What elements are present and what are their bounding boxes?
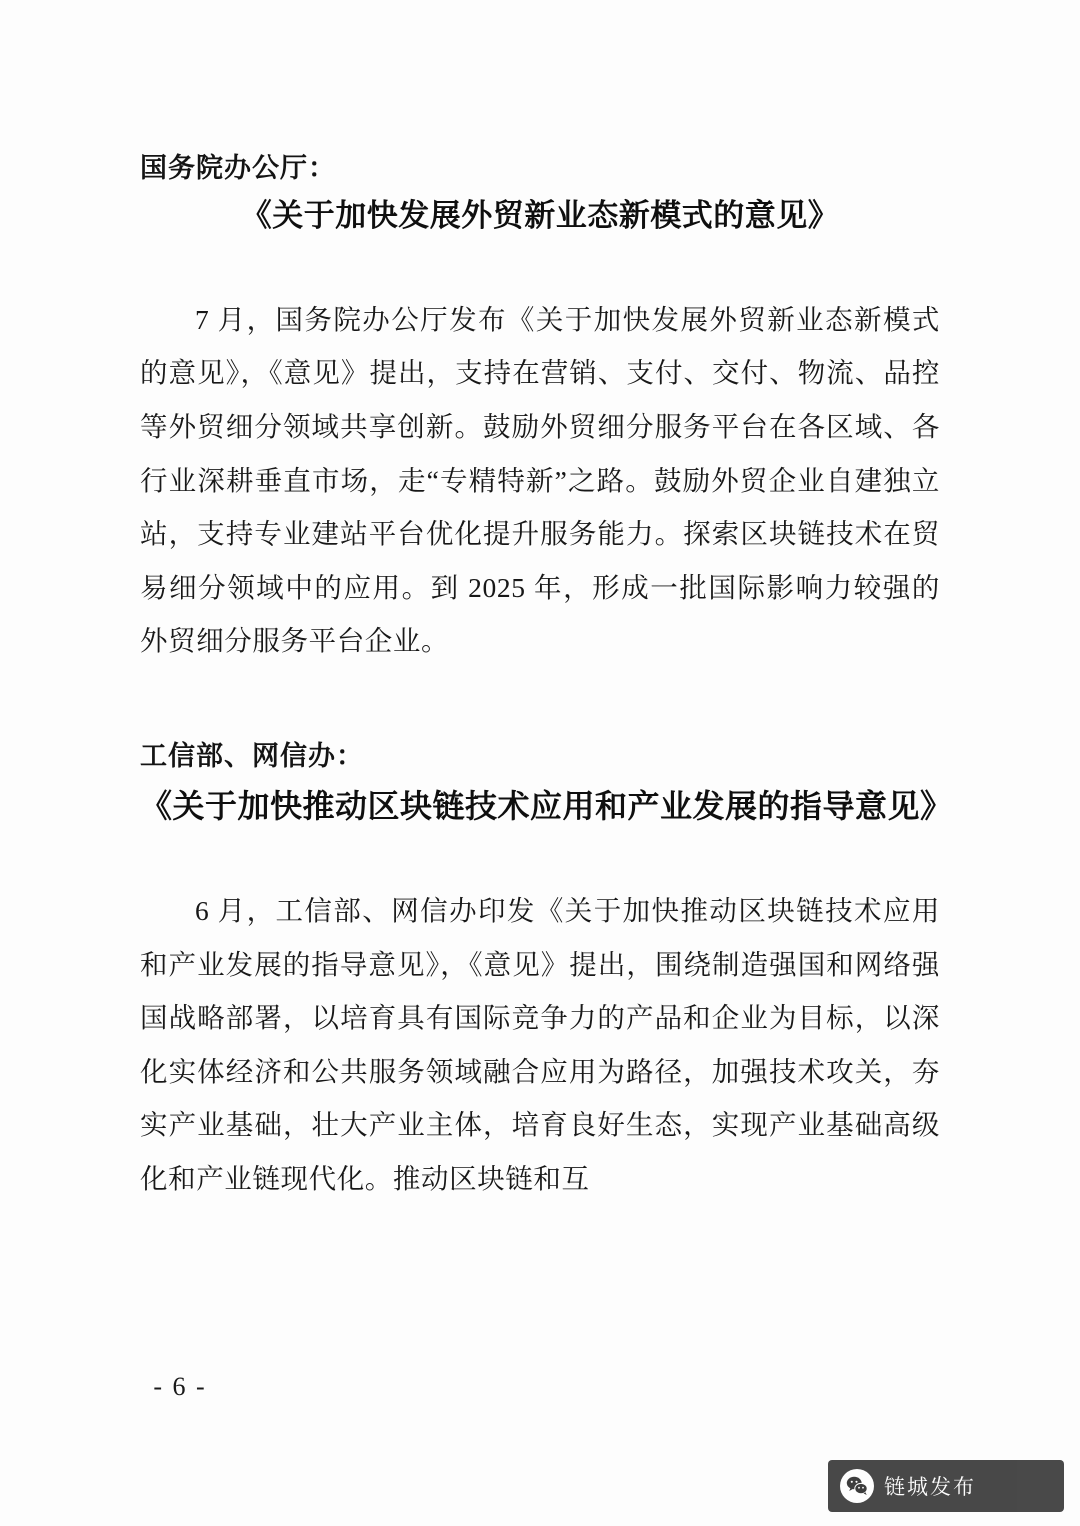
watermark-label: 链城发布 bbox=[884, 1475, 976, 1499]
section-1-paragraph: 7 月，国务院办公厅发布《关于加快发展外贸新业态新模式的意见》，《意见》提出，支持在营销、支付、交付、物流、品控等外贸细分领域共享创新。鼓励外贸细分服务平台在各区域、各行业深耕垂直市场，走“专精特新”之路。鼓励外贸企业自建独立站，支持专业建站平台优化提升服务能力。探索区块链技术在贸易细分领域中的应用。到 2025 年，形成一批国际影响力较强的外贸细分服务平台企业。 bbox=[140, 303, 940, 657]
section-2-title: 《关于加快推动区块链技术应用和产业发展的指导意见》 bbox=[140, 786, 953, 825]
section-2-label: 工信部、网信办： bbox=[140, 741, 364, 773]
document-content bbox=[140, 150, 953, 1206]
watermark-badge bbox=[828, 1460, 1064, 1512]
page-number: - 6 - bbox=[153, 1372, 207, 1401]
spacer bbox=[140, 830, 940, 884]
spacer bbox=[140, 668, 940, 738]
wechat-icon bbox=[840, 1469, 874, 1503]
section-2-paragraph: 6 月，工信部、网信办印发《关于加快推动区块链技术应用和产业发展的指导意见》，《意见》提出，围绕制造强国和网络强国战略部署，以培育具有国际竞争力的产品和企业为目标，以深化实体经济和公共服务领域融合应用为路径，加强技术攻关，夯实产业基础，壮大产业主体，培育良好生态，实现产业基础高级化和产业链现代化。推动区块链和互 bbox=[140, 894, 940, 1195]
spacer bbox=[140, 239, 940, 293]
section-1-title: 《关于加快发展外贸新业态新模式的意见》 bbox=[240, 197, 840, 234]
section-1-label: 国务院办公厅： bbox=[140, 153, 336, 184]
